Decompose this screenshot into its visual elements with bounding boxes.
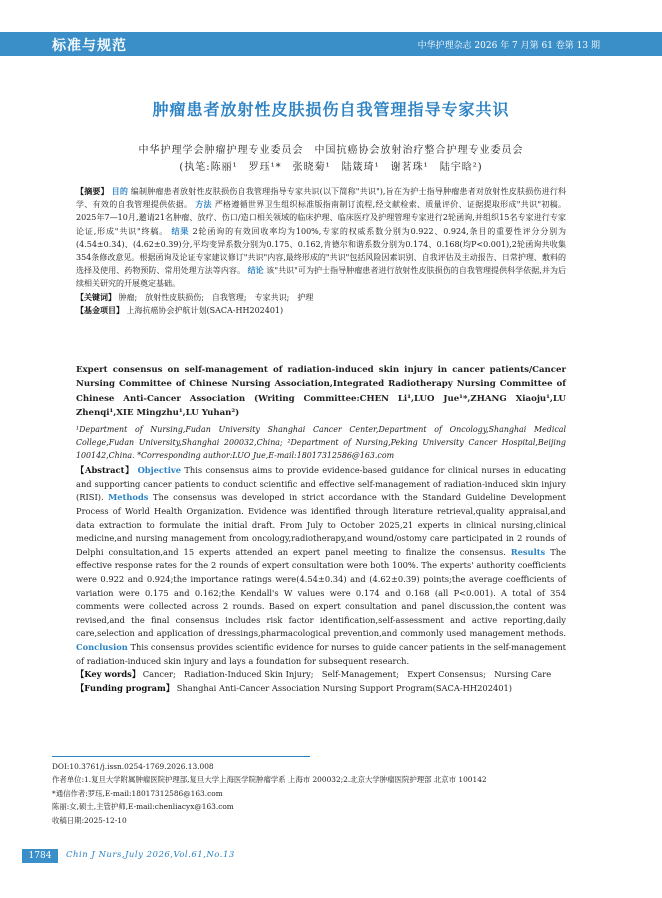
conclusion-cn-text: 该"共识"可为护士指导肿瘤患者进行放射性皮肤损伤的自我管理提供科学依据,并为后续相关研究的开展奠定基础。 xyxy=(76,266,567,289)
funding-cn-text: 上海抗癌协会护航计划(SACA-HH202401) xyxy=(126,305,284,315)
footnote-divider xyxy=(52,756,310,757)
footnotes xyxy=(52,760,612,827)
article-title: 肿瘤患者放射性皮肤损伤自我管理指导专家共识 xyxy=(152,100,510,119)
affiliation-cn: 作者单位:1.复旦大学附属肿瘤医院护理部,复旦大学上海医学院肿瘤学系 上海市 200032;2.北京大学肿瘤医院护理部 北京市 100142 xyxy=(52,775,487,785)
objective-cn-label: 目的 xyxy=(111,186,129,196)
journal-citation: Chin J Nurs,July 2026,Vol.61,No.13 xyxy=(66,850,235,860)
authors-names: (执笔:陈丽¹ 罗珏¹* 张晓菊¹ 陆箴琦¹ 谢茗珠¹ 陆宇晗²) xyxy=(179,162,483,173)
keywords-en-text: Cancer; Radiation-Induced Skin Injury; Self-Management; Expert Consensus; Nursing Care xyxy=(142,669,552,680)
funding-en-label: 【Funding program】 xyxy=(76,682,175,693)
objective-en-text: This consensus aims to provide evidence-based guidance for clinical nurses in educating and supporting cancer patients to conduct scientific and effective self-management of radiation-induced skin injury (RISI). xyxy=(76,465,567,503)
conclusion-cn-label: 结论 xyxy=(247,265,264,276)
keywords-en xyxy=(76,668,566,682)
keywords-cn-label: 【关键词】 xyxy=(76,291,116,302)
page-number: 1784 xyxy=(22,849,58,863)
authors-organization: 中华护理学会肿瘤护理专业委员会 中国抗癌协会放射治疗整合护理专业委员会 xyxy=(138,145,524,156)
keywords-cn-text: 肿瘤; 放射性皮肤损伤; 自我管理; 专家共识; 护理 xyxy=(118,292,314,302)
methods-cn-text: 严格遵循世界卫生组织标准版指南制订流程,经文献检索、质量评价、证据提取形成"共识"初稿。2025年7—10月,邀请21名肿瘤、放疗、伤口/造口相关领域的临床护理、临床医疗及护理管理专家进行2轮函询,并组织15名专家进行专家论证,形成"共识"终稿。 xyxy=(76,200,566,236)
conclusion-en-text: This consensus provides scientific evidence for nurses to guide cancer patients in the self-management of radiation-induced skin injury and lays a foundation for subsequent research. xyxy=(76,641,566,666)
results-en-text: The effective response rates for the 2 rounds of expert consultation were both 100%. The experts' authority coefficients were 0.922 and 0.924;the importance ratings were(4.54±0.34) and (4.62±0.39) points;the average coefficients of variation were 0.175 and 0.162;the Kendall's W values were 0.174 and 0.168 (all P<0.001). A total of 354 comments were collected across 2 rounds. Based on expert consultation and panel discussion,the content was revised,and the final consensus includes risk factor identification,self-assessment and active reporting,daily care,selection and application of dressings,pharmacological prevention,and commonly used management methods. xyxy=(76,546,566,639)
english-affiliation: ¹Department of Nursing,Fudan University Shanghai Cancer Center,Department of Oncology,Shanghai Medical College,Fudan University,Shanghai 200032,China; ²Department of Nursing,Peking University Cancer Hospital,Beijing 100142,China. *Corresponding author:LUO Jue,E-mail:18017312586@163.com xyxy=(76,424,566,461)
funding-en xyxy=(76,682,566,696)
methods-en-text: The consensus was developed in strict accordance with the Standard Guideline Development Process of World Health Organization. Evidence was identified through literature retrieval,quality appraisal,and data extraction to formulate the initial draft. From July to October 2025,21 experts in clinical nursing,clinical medicine,and nursing management from oncology,radiotherapy,and wound/ostomy care participated in 2 rounds of Delphi consultation,and 15 experts attended an expert panel meeting to finalize the consensus. xyxy=(76,492,567,557)
abstract-cn-label: 【摘要】 xyxy=(76,186,109,196)
results-cn-label: 结果 xyxy=(171,225,190,236)
results-cn-text: 2轮函询的有效回收率均为100%,专家的权威系数分别为0.922、0.924,条目的重要性评分分别为(4.54±0.34)、(4.62±0.39)分,平均变异系数分别为0.175、0.162,肯德尔和谐系数分别为0.174、0.168(均P<0.001),2轮函询共收集354条修改意见。根据函询及论证专家建议修订"共识"内容,最终形成的"共识"包括风险因素识别、自我评估及主动报告、日常护理、敷料的选择及使用、药物预防、常用处理方法等内容。 xyxy=(76,226,567,276)
funding-cn-label: 【基金项目】 xyxy=(76,304,124,315)
header-bar xyxy=(0,32,662,56)
english-abstract xyxy=(76,363,566,695)
doi-link[interactable]: DOI:10.3761/j.issn.0254-1769.2026.13.008 xyxy=(52,762,214,771)
funding-cn xyxy=(76,304,566,317)
results-en-label: Results xyxy=(510,546,546,557)
corresponding-author: *通信作者:罗珏,E-mail:18017312586@163.com xyxy=(52,788,223,798)
abstract-en-label: 【Abstract】 xyxy=(76,465,135,476)
objective-cn-text: 编制肿瘤患者放射性皮肤损伤自我管理指导专家共识(以下简称"共识"),旨在为护士指导肿瘤患者对放射性皮肤损伤进行科学、有效的自我管理提供依据。 xyxy=(76,187,567,210)
methods-cn-label: 方法 xyxy=(195,199,212,210)
abstract-en-paragraph xyxy=(76,464,566,668)
conclusion-en-label: Conclusion xyxy=(76,641,128,652)
section-tag: 标准与规范 xyxy=(52,38,127,54)
abstract-cn-paragraph xyxy=(76,185,566,291)
received-date: 收稿日期:2025-12-10 xyxy=(52,815,127,825)
keywords-en-label: 【Key words】 xyxy=(76,669,141,680)
chinese-abstract xyxy=(76,185,566,317)
journal-info: 中华护理杂志 2026 年 7 月第 61 卷第 13 期 xyxy=(417,41,600,51)
objective-en-label: Objective xyxy=(137,465,182,476)
first-author: 陈丽:女,硕士,主管护师,E-mail:chenliacyx@163.com xyxy=(52,802,234,812)
funding-en-text: Shanghai Anti-Cancer Association Nursing Support Program(SACA-HH202401) xyxy=(176,682,513,693)
keywords-cn xyxy=(76,291,566,304)
english-title: Expert consensus on self-management of radiation-induced skin injury in cancer patients/Cancer Nursing Committee of Chinese Nursing Association,Integrated Radiotherapy Nursing Committee of Chinese Anti-Cancer Association (Writing Committee:CHEN Li¹,LUO Jue¹*,ZHANG Xiaoju¹,LU Zhenqi¹,XIE Mingzhu¹,LU Yuhan²) xyxy=(76,365,566,419)
methods-en-label: Methods xyxy=(108,492,149,503)
